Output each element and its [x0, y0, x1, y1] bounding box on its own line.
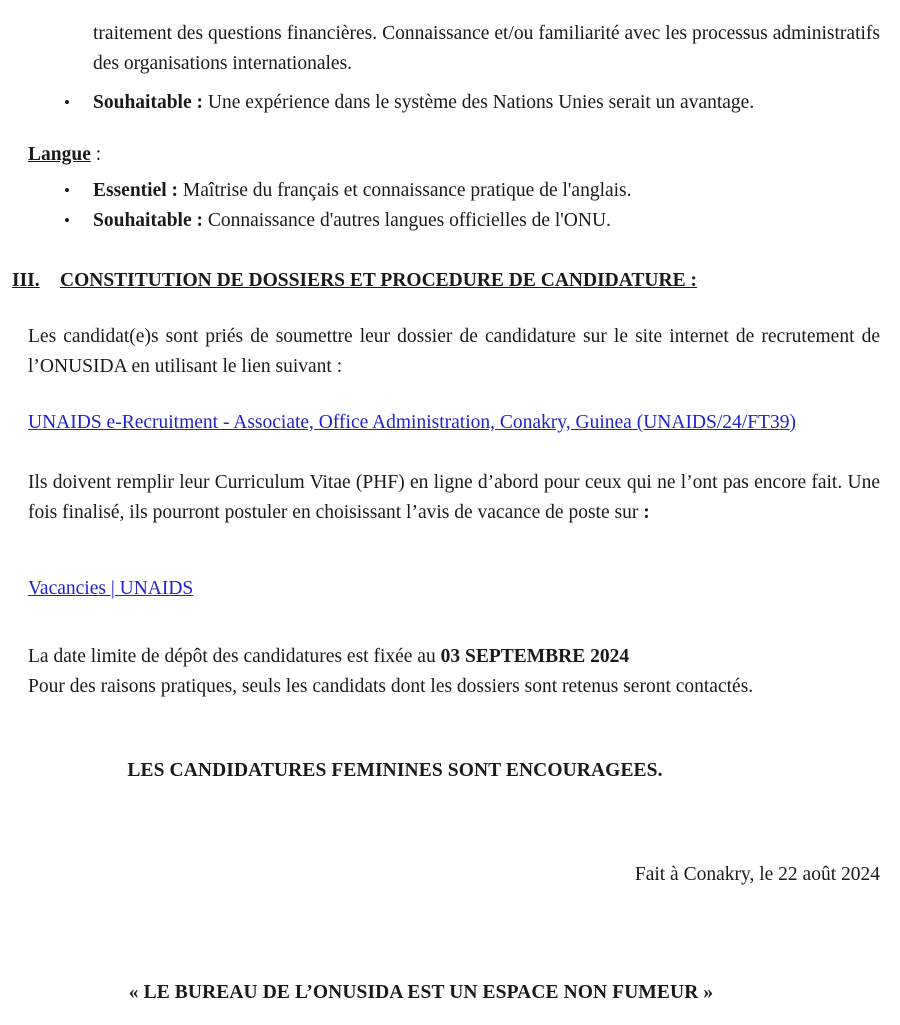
langue-heading-suffix: : — [90, 144, 102, 165]
deadline-line — [0, 642, 900, 672]
list-item — [0, 176, 900, 206]
section-three-heading — [0, 266, 900, 296]
spacer-before-langue — [0, 118, 900, 140]
experience-bullet-list — [0, 88, 900, 118]
spacer-before-deadline — [0, 604, 900, 642]
bullet-point-icon: • — [64, 181, 70, 200]
top-spacer — [0, 0, 900, 10]
bullet-label: Souhaitable : — [93, 210, 203, 231]
spacer-before-section-three — [0, 236, 900, 266]
deadline-prefix: La date limite de dépôt des candidatures est fixée au — [28, 646, 441, 667]
non-smoking-notice: « LE BUREAU DE L’ONUSIDA EST UN ESPACE NON FUMEUR » — [128, 982, 714, 1003]
signature-place-date: Fait à Conakry, le 22 août 2024 — [634, 864, 880, 885]
langue-bullet-list — [0, 176, 900, 236]
list-item — [0, 88, 900, 118]
bullet-text: Maîtrise du français et connaissance pratique de l'anglais. — [178, 180, 632, 201]
primary-link-container — [0, 408, 900, 438]
spacer-before-smoking-notice-2 — [0, 944, 900, 978]
continuation-paragraph: traitement des questions financières. Connaissance et/ou familiarité avec les processus administratifs des organisations internationales. — [93, 23, 880, 74]
bullet-point-icon: • — [64, 93, 70, 112]
application-intro-paragraph: Les candidat(e)s sont priés de soumettre leur dossier de candidature sur le site internet de recrutement de l’ONUSIDA en utilisant le lien suivant : — [28, 326, 880, 377]
section-title: CONSTITUTION DE DOSSIERS ET PROCEDURE DE CANDIDATURE : — [60, 270, 697, 291]
bullet-label: Essentiel : — [93, 180, 179, 201]
female-candidates-encouragement: LES CANDIDATURES FEMININES SONT ENCOURAGEES. — [127, 760, 663, 781]
unaids-erecruitment-link[interactable]: UNAIDS e-Recruitment - Associate, Office Administration, Conakry, Guinea (UNAIDS/24/FT39) — [28, 412, 796, 433]
vacancies-unaids-link[interactable]: Vacancies | UNAIDS — [28, 578, 194, 599]
instructions-text: Ils doivent remplir leur Curriculum Vitae (PHF) en ligne d’abord pour ceux qui ne l’ont pas encore fait. Une fois finalisé, ils pourront postuler en choisissant l’avis de vacance de poste sur — [28, 472, 880, 523]
spacer-before-encouragement — [0, 702, 900, 756]
langue-heading — [0, 140, 900, 170]
deadline-date: 03 SEPTEMBRE 2024 — [440, 646, 630, 667]
secondary-link-container — [0, 574, 900, 604]
list-item — [0, 206, 900, 236]
spacer-before-instructions — [0, 438, 900, 468]
spacer-before-secondary-link — [0, 528, 900, 574]
spacer-before-primary-link — [0, 382, 900, 408]
application-instructions-paragraph — [0, 468, 900, 528]
spacer-before-signature-2 — [0, 840, 900, 860]
bullet-text: Connaissance d'autres langues officielles de l'ONU. — [202, 210, 611, 231]
spacer-before-smoking-notice — [0, 890, 900, 944]
langue-heading-label: Langue — [28, 144, 91, 165]
spacer-after-section-heading — [0, 296, 900, 322]
spacer-before-signature — [0, 786, 900, 840]
instructions-colon: : — [638, 502, 650, 523]
contact-notice-paragraph: Pour des raisons pratiques, seuls les candidats dont les dossiers sont retenus seront contactés. — [28, 676, 754, 697]
section-number: III. — [12, 270, 40, 291]
bullet-text: Une expérience dans le système des Nations Unies serait un avantage. — [202, 92, 755, 113]
bullet-point-icon: • — [64, 211, 70, 230]
bullet-label: Souhaitable : — [93, 92, 203, 113]
